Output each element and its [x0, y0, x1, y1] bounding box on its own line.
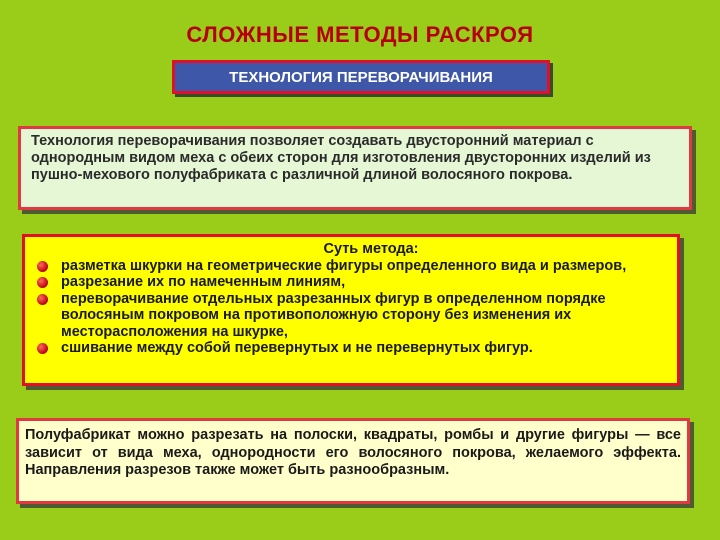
- list-item: [35, 291, 667, 341]
- bullet-icon: [37, 294, 48, 305]
- bullet-icon: [37, 343, 48, 354]
- bullet-icon: [37, 261, 48, 272]
- list-item: [35, 274, 667, 291]
- subtitle-box: [172, 60, 550, 94]
- method-list: [35, 258, 667, 357]
- summary-text: Полуфабрикат можно разрезать на полоски, квадраты, ромбы и другие фигуры — все зависит от вида меха, однородности его волосяного покрова, желаемого эффекта. Направления разрезов также может быть разнообразным.: [25, 427, 681, 478]
- method-box: [22, 234, 680, 386]
- bullet-icon: [37, 277, 48, 288]
- list-item: [35, 258, 667, 275]
- list-item-text: разрезание их по намеченным линиям,: [61, 274, 346, 290]
- slide-title: СЛОЖНЫЕ МЕТОДЫ РАСКРОЯ: [186, 22, 534, 47]
- summary-box: [16, 418, 690, 504]
- list-item-text: переворачивание отдельных разрезанных фигур в определенном порядке волосяным покровом на противоположную сторону без изменения их месторасположения на шкурке,: [61, 290, 606, 340]
- list-item: [35, 340, 667, 357]
- intro-text: Технология переворачивания позволяет создавать двусторонний материал с однородным видом меха с обеих сторон для изготовления двусторонних изделий из пушно-мехового полуфабриката с различной длиной волосяного покрова.: [31, 133, 651, 183]
- list-item-text: сшивание между собой перевернутых и не перевернутых фигур.: [61, 340, 533, 356]
- subtitle-text: ТЕХНОЛОГИЯ ПЕРЕВОРАЧИВАНИЯ: [229, 68, 493, 86]
- method-heading: Суть метода:: [323, 241, 419, 257]
- list-item-text: разметка шкурки на геометрические фигуры определенного вида и размеров,: [61, 257, 627, 274]
- intro-box: [18, 126, 692, 210]
